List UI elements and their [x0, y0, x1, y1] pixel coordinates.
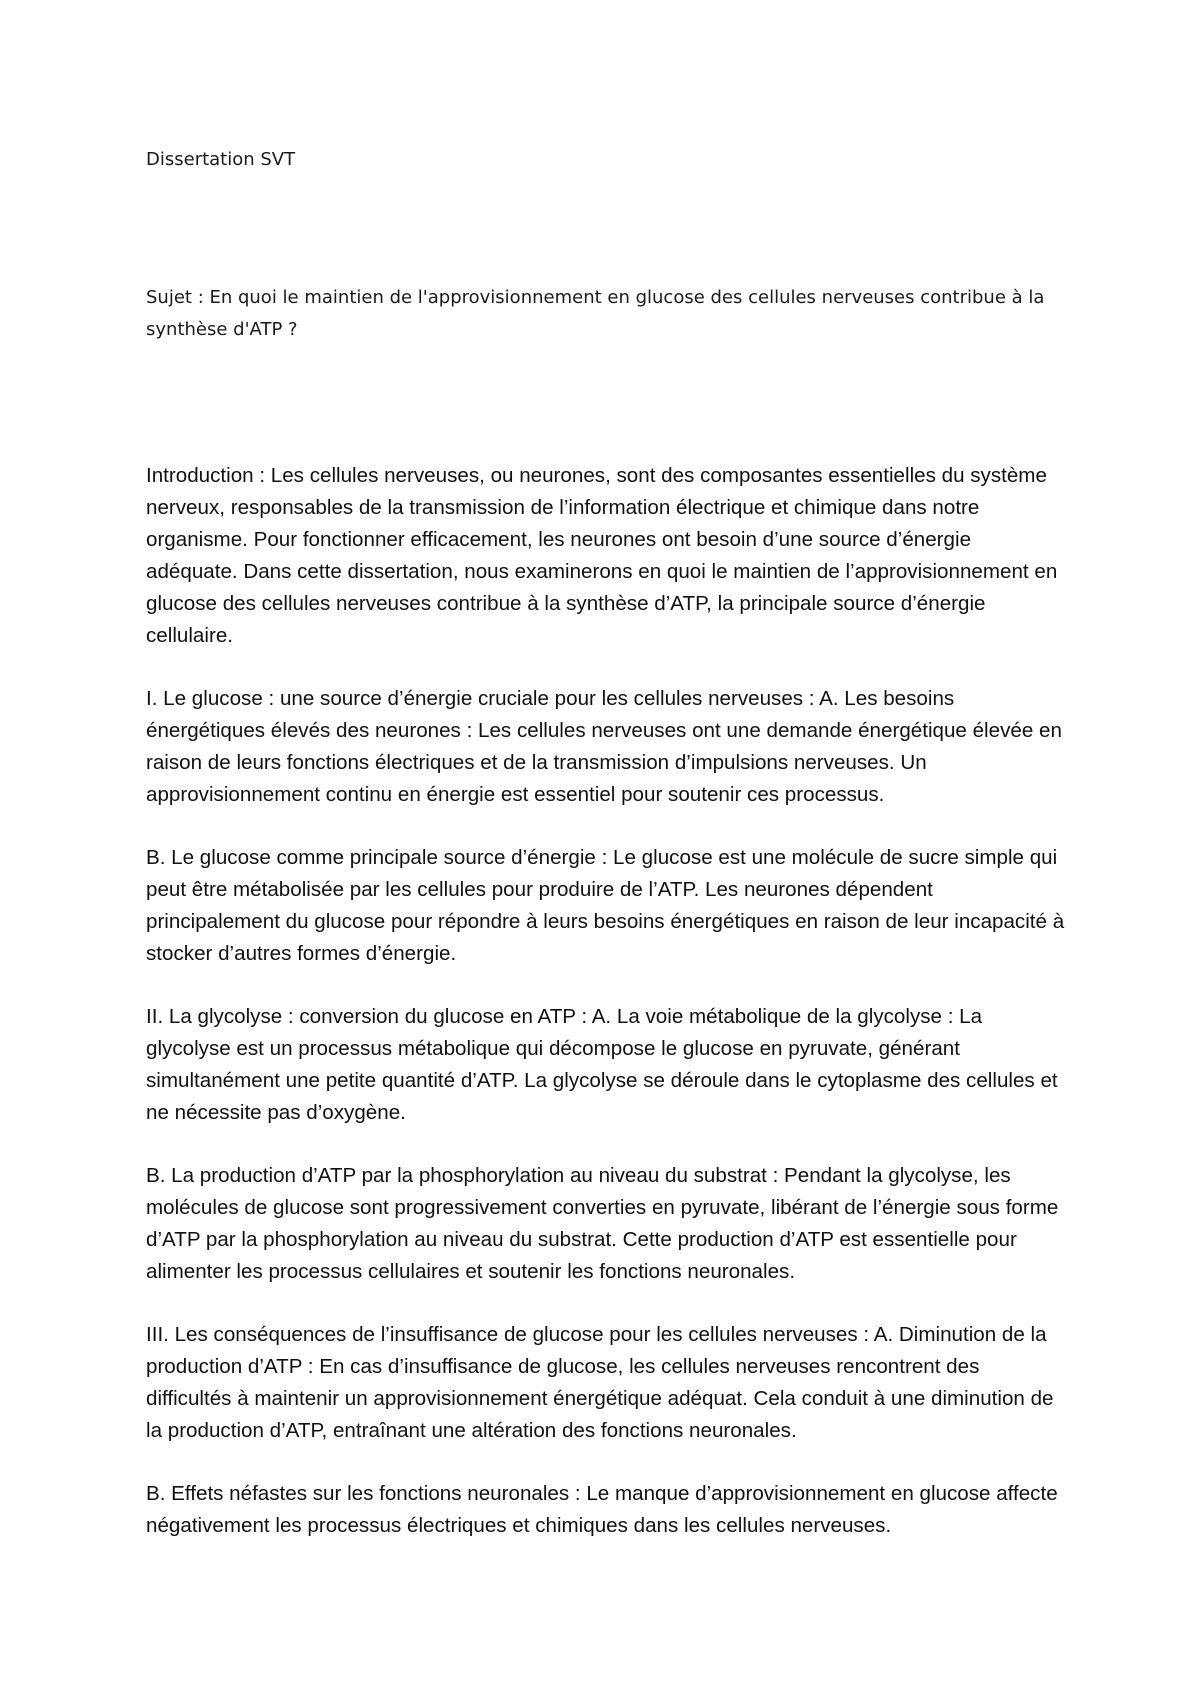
document-subject: Sujet : En quoi le maintien de l'approvisionnement en glucose des cellules nerveuses contribue à la synthèse d'ATP ?	[146, 287, 1045, 340]
paragraph-section-3b: B. Effets néfastes sur les fonctions neuronales : Le manque d’approvisionnement en glucose affecte négativement les processus électriques et chimiques dans les cellules nerveuses.	[146, 1482, 1058, 1537]
paragraph-section-3a: III. Les conséquences de l’insuffisance de glucose pour les cellules nerveuses : A. Diminution de la production d’ATP : En cas d’insuffisance de glucose, les cellules nerveuses rencontrent des difficultés à maintenir un approvisionnement énergétique adéquat. Cela conduit à une diminution de la production d’ATP, entraînant une altération des fonctions neuronales.	[146, 1323, 1054, 1442]
document-title: Dissertation SVT	[146, 149, 296, 170]
document-body	[146, 460, 1066, 1573]
paragraph-section-1a: I. Le glucose : une source d’énergie cruciale pour les cellules nerveuses : A. Les besoins énergétiques élevés des neurones : Les cellules nerveuses ont une demande énergétique élevée en raison de leurs fonctions électriques et de la transmission d’impulsions nerveuses. Un approvisionnement continu en énergie est essentiel pour soutenir ces processus.	[146, 687, 1062, 806]
paragraph-section-1b: B. Le glucose comme principale source d’énergie : Le glucose est une molécule de sucre simple qui peut être métabolisée par les cellules pour produire de l’ATP. Les neurones dépendent principalement du glucose pour répondre à leurs besoins énergétiques en raison de leur incapacité à stocker d’autres formes d’énergie.	[146, 846, 1065, 965]
paragraph-introduction: Introduction : Les cellules nerveuses, ou neurones, sont des composantes essentielles du système nerveux, responsables de la transmission de l’information électrique et chimique dans notre organisme. Pour fonctionner efficacement, les neurones ont besoin d’une source d’énergie adéquate. Dans cette dissertation, nous examinerons en quoi le maintien de l’approvisionnement en glucose des cellules nerveuses contribue à la synthèse d’ATP, la principale source d’énergie cellulaire.	[146, 464, 1058, 647]
paragraph-section-2a: II. La glycolyse : conversion du glucose en ATP : A. La voie métabolique de la glycolyse : La glycolyse est un processus métabolique qui décompose le glucose en pyruvate, générant simultanément une petite quantité d’ATP. La glycolyse se déroule dans le cytoplasme des cellules et ne nécessite pas d’oxygène.	[146, 1005, 1058, 1124]
paragraph-section-2b: B. La production d’ATP par la phosphorylation au niveau du substrat : Pendant la glycolyse, les molécules de glucose sont progressivement converties en pyruvate, libérant de l’énergie sous forme d’ATP par la phosphorylation au niveau du substrat. Cette production d’ATP est essentielle pour alimenter les processus cellulaires et soutenir les fonctions neuronales.	[146, 1164, 1059, 1283]
